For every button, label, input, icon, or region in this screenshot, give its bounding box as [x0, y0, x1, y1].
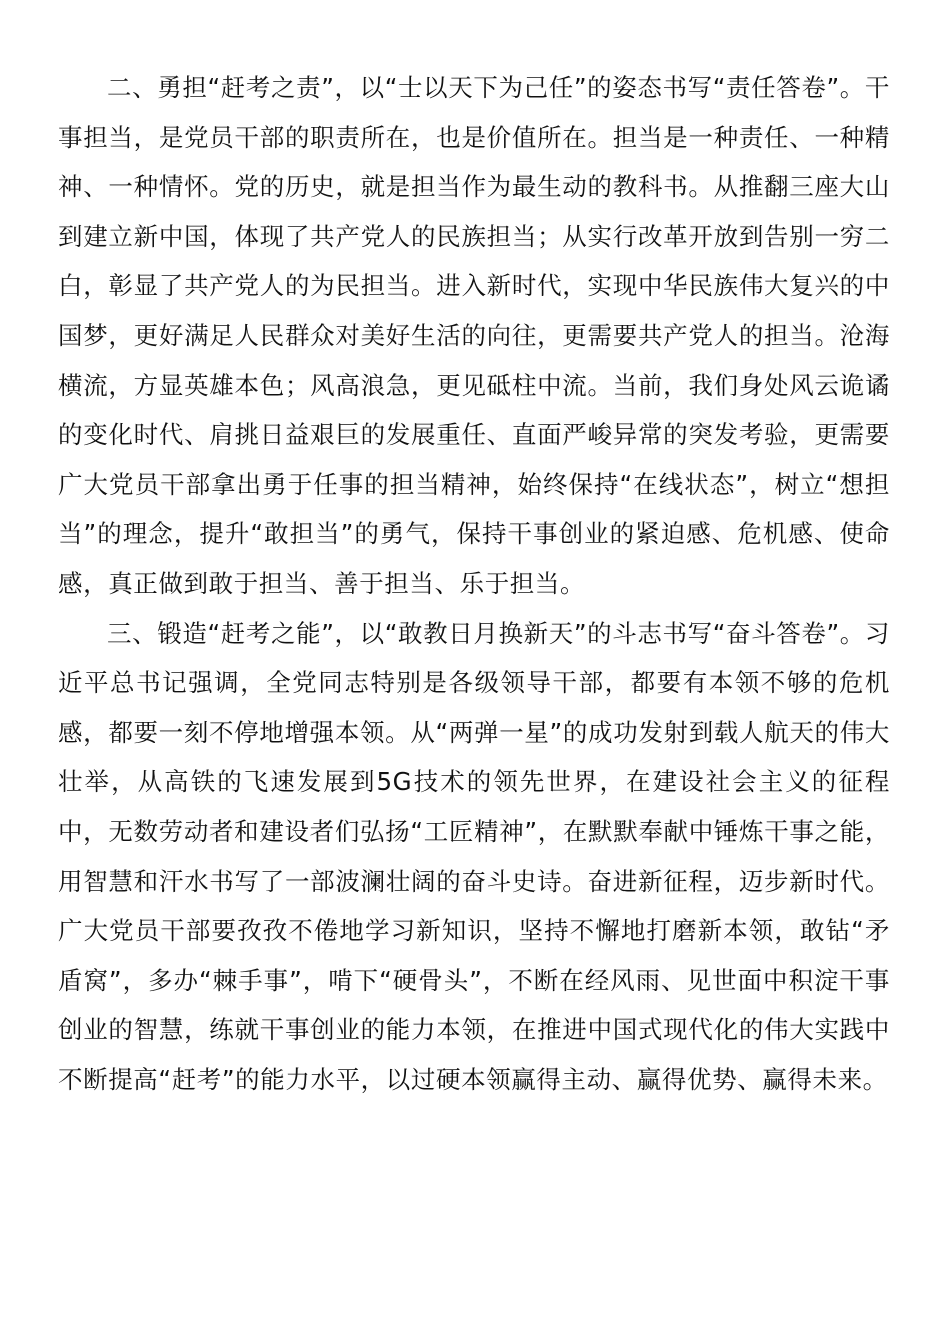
paragraph-section-two: 二、勇担“赶考之责”，以“士以天下为己任”的姿态书写“责任答卷”。干事担当，是党员干部的职责所在，也是价值所在。担当是一种责任、一种精神、一种情怀。党的历史，就是担当作为最生动的教科书。从推翻三座大山到建立新中国，体现了共产党人的民族担当；从实行改革开放到告别一穷二白，彰显了共产党人的为民担当。进入新时代，实现中华民族伟大复兴的中国梦，更好满足人民群众对美好生活的向往，更需要共产党人的担当。沧海横流，方显英雄本色；风高浪急，更见砥柱中流。当前，我们身处风云诡谲的变化时代、肩挑日益艰巨的发展重任、直面严峻异常的突发考验，更需要广大党员干部拿出勇于任事的担当精神，始终保持“在线状态”，树立“想担当”的理念，提升“敢担当”的勇气，保持干事创业的紧迫感、危机感、使命感，真正做到敢于担当、善于担当、乐于担当。 [58, 73, 890, 598]
paragraph-section-three: 三、锻造“赶考之能”，以“敢教日月换新天”的斗志书写“奋斗答卷”。习近平总书记强调，全党同志特别是各级领导干部，都要有本领不够的危机感，都要一刻不停地增强本领。从“两弹一星”的成功发射到载人航天的伟大壮举，从高铁的飞速发展到5G技术的领先世界，在建设社会主义的征程中，无数劳动者和建设者们弘扬“工匠精神”，在默默奉献中锤炼干事之能，用智慧和汗水书写了一部波澜壮阔的奋斗史诗。奋进新征程，迈步新时代。广大党员干部要孜孜不倦地学习新知识，坚持不懈地打磨新本领，敢钻“矛盾窝”，多办“棘手事”，啃下“硬骨头”，不断在经风雨、见世面中积淀干事创业的智慧，练就干事创业的能力本领，在推进中国式现代化的伟大实践中不断提高“赶考”的能力水平，以过硬本领赢得主动、赢得优势、赢得未来。 [58, 618, 890, 1094]
document-body [58, 63, 890, 1104]
